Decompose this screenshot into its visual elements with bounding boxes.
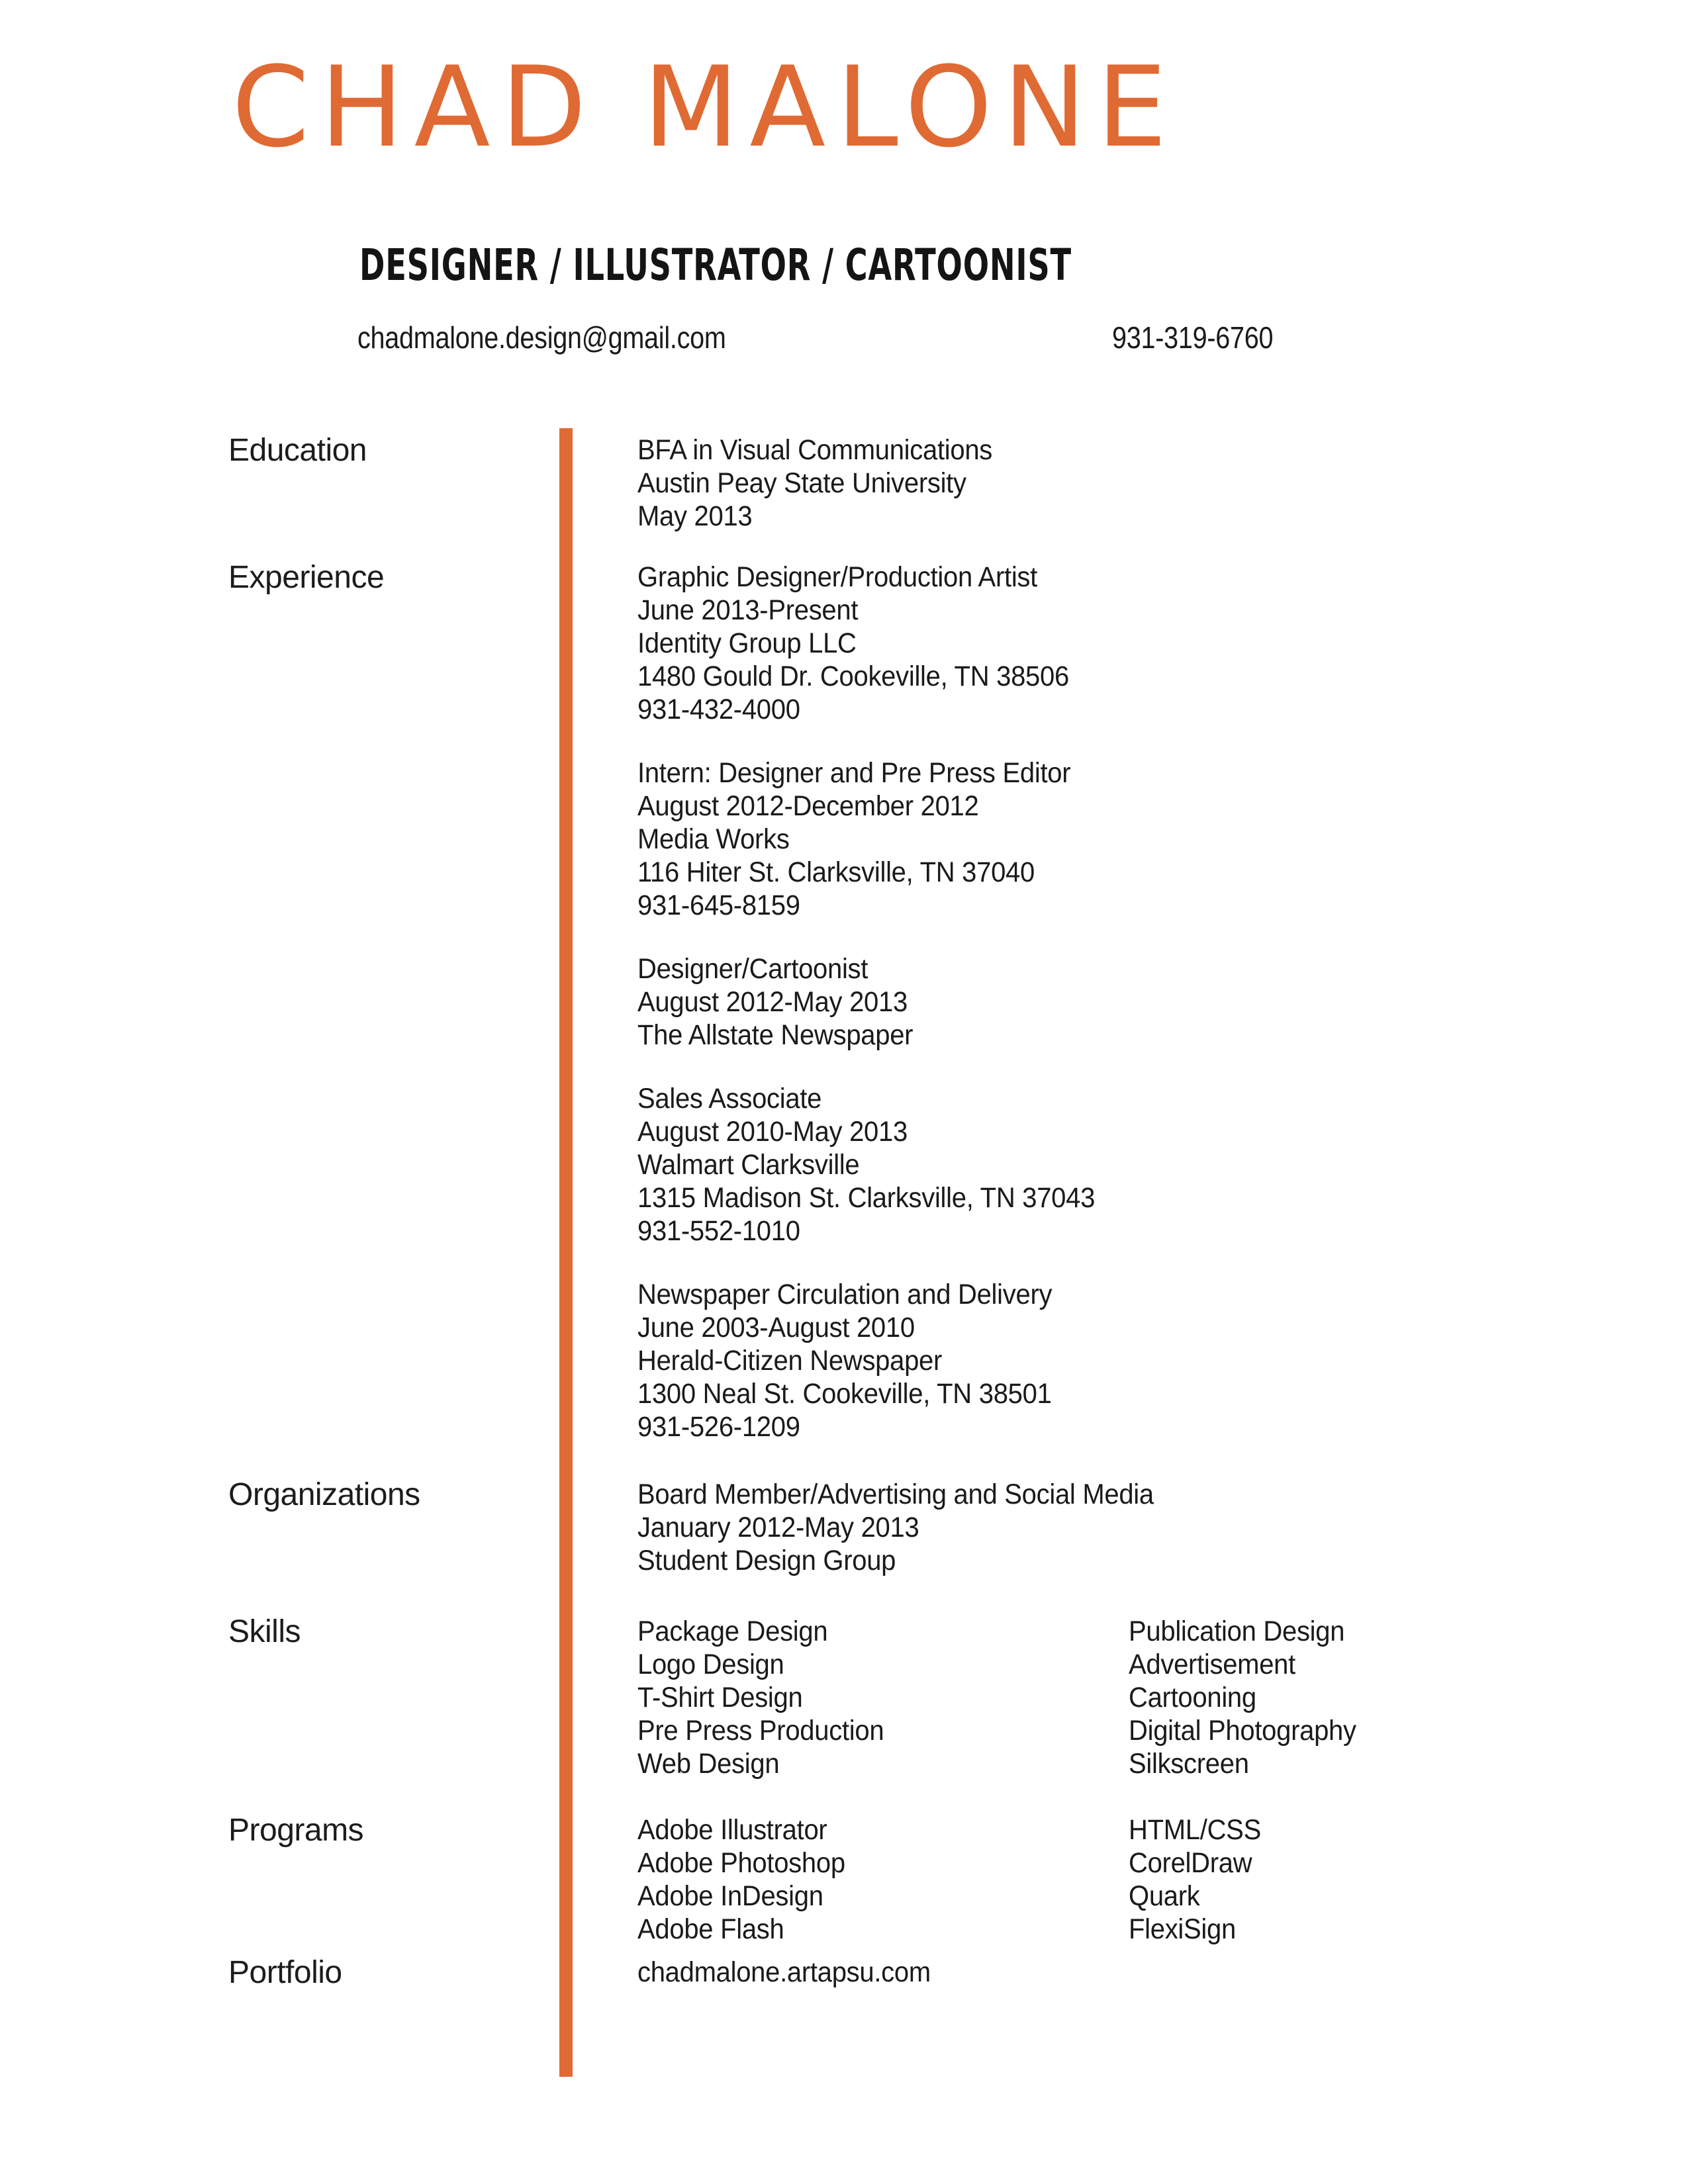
skill-item: Pre Press Production — [637, 1715, 884, 1747]
page-title: CHAD MALONE — [232, 42, 1178, 172]
entry-line: BFA in Visual Communications — [637, 434, 993, 466]
program-item: HTML/CSS — [1129, 1814, 1261, 1846]
program-item: Adobe InDesign — [637, 1880, 823, 1912]
experience-entry — [637, 952, 1670, 1052]
entry-line: Graphic Designer/Production Artist — [637, 561, 1037, 593]
skill-item: Advertisement — [1129, 1649, 1295, 1680]
phone-number[interactable]: 931-319-6760 — [1112, 320, 1274, 355]
entry-line: 1480 Gould Dr. Cookeville, TN 38506 — [637, 660, 1069, 692]
skills-column-right — [1129, 1615, 1374, 1780]
section-body-education — [637, 433, 1670, 533]
entry-line: 116 Hiter St. Clarksville, TN 37040 — [637, 856, 1035, 888]
program-item: Adobe Photoshop — [637, 1847, 845, 1879]
entry-line: 931-432-4000 — [637, 694, 800, 725]
section-body-experience — [637, 561, 1670, 1443]
experience-entry — [637, 561, 1670, 726]
section-body-organizations — [637, 1478, 1670, 1577]
experience-entry — [637, 756, 1670, 922]
experience-entry — [637, 1082, 1670, 1248]
skill-item: Silkscreen — [1129, 1748, 1249, 1780]
section-label-experience: Experience — [228, 560, 385, 595]
entry-line: 931-552-1010 — [637, 1215, 800, 1247]
contact-row — [357, 322, 1350, 359]
skills-column-left — [637, 1615, 902, 1780]
program-item: Adobe Flash — [637, 1913, 784, 1945]
entry-line: Media Works — [637, 823, 790, 855]
entry-line: June 2013-Present — [637, 594, 859, 626]
entry-line: May 2013 — [637, 500, 753, 532]
programs-column-right — [1129, 1813, 1271, 1946]
program-item: Adobe Illustrator — [637, 1814, 827, 1846]
entry-line: August 2012-May 2013 — [637, 986, 908, 1018]
program-item: CorelDraw — [1129, 1847, 1252, 1879]
section-label-programs: Programs — [228, 1813, 364, 1848]
entry-line: Sales Associate — [637, 1083, 822, 1115]
programs-column-left — [637, 1813, 861, 1946]
skill-item: Logo Design — [637, 1649, 784, 1680]
skill-item: Package Design — [637, 1615, 828, 1647]
experience-entry — [637, 1278, 1670, 1443]
email-address[interactable]: chadmalone.design@gmail.com — [357, 320, 726, 355]
section-label-organizations: Organizations — [228, 1477, 420, 1512]
entry-line: January 2012-May 2013 — [637, 1512, 919, 1543]
program-item: FlexiSign — [1129, 1913, 1236, 1945]
section-label-portfolio: Portfolio — [228, 1955, 342, 1990]
skill-item: Cartooning — [1129, 1682, 1256, 1713]
entry-line: 931-526-1209 — [637, 1411, 800, 1443]
section-body-programs — [637, 1813, 1670, 1946]
entry-line: Newspaper Circulation and Delivery — [637, 1279, 1053, 1310]
section-label-education: Education — [228, 433, 367, 468]
entry-line: Board Member/Advertising and Social Media — [637, 1479, 1154, 1510]
entry-line: Student Design Group — [637, 1545, 896, 1576]
entry-line: August 2010-May 2013 — [637, 1116, 908, 1148]
entry-line: 1315 Madison St. Clarksville, TN 37043 — [637, 1182, 1096, 1214]
entry-line: The Allstate Newspaper — [637, 1019, 914, 1051]
section-body-skills — [637, 1615, 1670, 1780]
organization-entry — [637, 1478, 1670, 1577]
professional-tagline: DESIGNER / ILLUSTRATOR / CARTOONIST — [359, 240, 1072, 291]
entry-line: Intern: Designer and Pre Press Editor — [637, 757, 1071, 789]
entry-line: Herald-Citizen Newspaper — [637, 1345, 943, 1377]
entry-line: Identity Group LLC — [637, 627, 857, 659]
entry-line: 931-645-8159 — [637, 889, 800, 921]
entry-line: June 2003-August 2010 — [637, 1312, 915, 1343]
portfolio-url[interactable]: chadmalone.artapsu.com — [637, 1956, 931, 1988]
skill-item: T-Shirt Design — [637, 1682, 803, 1713]
section-body-portfolio — [637, 1956, 1670, 1989]
entry-line: 1300 Neal St. Cookeville, TN 38501 — [637, 1378, 1052, 1410]
entry-line: Walmart Clarksville — [637, 1149, 860, 1181]
education-entry — [637, 433, 1670, 533]
skill-item: Web Design — [637, 1748, 780, 1780]
section-label-skills: Skills — [228, 1614, 301, 1649]
entry-line: August 2012-December 2012 — [637, 790, 979, 822]
entry-line: Designer/Cartoonist — [637, 953, 868, 985]
entry-line: Austin Peay State University — [637, 467, 966, 499]
vertical-divider — [559, 428, 573, 2077]
program-item: Quark — [1129, 1880, 1200, 1912]
skill-item: Digital Photography — [1129, 1715, 1356, 1747]
skill-item: Publication Design — [1129, 1615, 1345, 1647]
